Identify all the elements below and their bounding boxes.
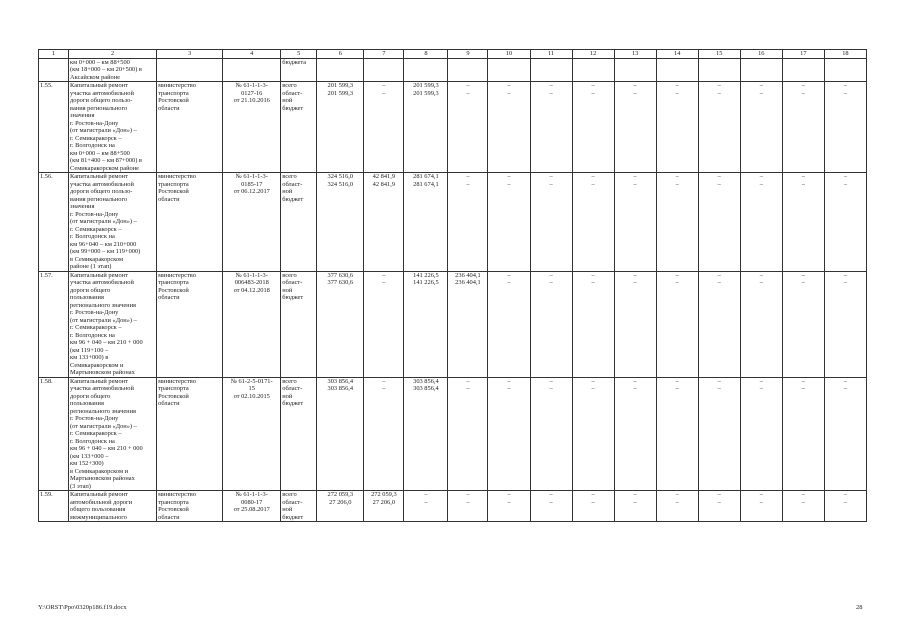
file-path: Y:\ORST\Ppo\0320p186.f19.docx (38, 604, 127, 611)
amount-col18: – – (824, 377, 866, 491)
expertise-conclusion: № 61-2-5-0171- 15 от 02.10.2015 (223, 377, 281, 491)
column-number-row (39, 50, 867, 59)
amount-col15: – – (698, 82, 740, 173)
amount-col9: – – (448, 491, 488, 522)
col-header: 18 (824, 50, 866, 59)
amount-col14: – – (656, 82, 698, 173)
amount-col18: – – (824, 82, 866, 173)
amount-col18: – – (824, 173, 866, 272)
amount-col18: – – (824, 271, 866, 377)
col-header: 3 (157, 50, 223, 59)
col-header: 8 (404, 50, 448, 59)
amount-col10: – – (488, 82, 530, 173)
amount-col12: – – (572, 82, 614, 173)
object-name: км 0+000 – км 88+500 (км 18+000 – км 20+500) в Аксайском районе (69, 58, 157, 82)
amount-col7: – – (364, 377, 404, 491)
amount-col15: – – (698, 173, 740, 272)
funding-source: бюджета (281, 58, 317, 82)
amount-col8: 141 226,5 141 226,5 (404, 271, 448, 377)
amount-col12: – – (572, 271, 614, 377)
amount-col15: – – (698, 271, 740, 377)
col-header: 12 (572, 50, 614, 59)
row-number: 1.58. (39, 377, 69, 491)
amount-col11: – – (530, 377, 572, 491)
expertise-conclusion: № 61-1-1-3- 006483-2018 от 04.12.2018 (223, 271, 281, 377)
object-name: Капитальный ремонт участка автомобильной дороги общего пользования регионального значения г. Ростов-на-Дону (от магистрали «Дон») – г. Семикаракорск – г. Волгодонск на км 96 + 040 – км 210 + 000 (км 119+100 – км 133+000) в Семикаракорском и Мартыновском районах (69, 271, 157, 377)
amount-col9: – – (448, 82, 488, 173)
col-header: 6 (317, 50, 364, 59)
col-header: 17 (782, 50, 824, 59)
amount-col14: – – (656, 173, 698, 272)
row-number: 1.57. (39, 271, 69, 377)
col-header: 7 (364, 50, 404, 59)
amount-col13: – – (614, 491, 656, 522)
amount-col16: – – (740, 271, 782, 377)
funding-source: всего област- ной бюджет (281, 82, 317, 173)
customer: министерство транспорта Ростовской области (157, 82, 223, 173)
customer: министерство транспорта Ростовской области (157, 491, 223, 522)
amount-col16: – – (740, 491, 782, 522)
amount-col17: – – (782, 82, 824, 173)
col-header: 4 (223, 50, 281, 59)
table-row (39, 173, 867, 272)
col-header: 5 (281, 50, 317, 59)
table-row (39, 271, 867, 377)
col-header: 16 (740, 50, 782, 59)
amount-col14: – – (656, 491, 698, 522)
row-number: 1.55. (39, 82, 69, 173)
amount-col14: – – (656, 271, 698, 377)
col-header: 9 (448, 50, 488, 59)
col-header: 14 (656, 50, 698, 59)
amount-col12: – – (572, 377, 614, 491)
amount-col17: – – (782, 377, 824, 491)
page-number: 28 (856, 604, 863, 611)
col-header: 15 (698, 50, 740, 59)
expertise-conclusion: № 61-1-1-3- 0185-17 от 06.12.2017 (223, 173, 281, 272)
expertise-conclusion: № 61-1-1-3- 0080-17 от 25.08.2017 (223, 491, 281, 522)
amount-col10: – – (488, 377, 530, 491)
amount-col16: – – (740, 173, 782, 272)
amount-col7: 42 841,9 42 841,9 (364, 173, 404, 272)
amount-total: 272 059,3 27 206,0 (317, 491, 364, 522)
table-row (39, 82, 867, 173)
row-number: 1.56. (39, 173, 69, 272)
amount-col13: – – (614, 173, 656, 272)
amount-col8: – – (404, 491, 448, 522)
col-header: 10 (488, 50, 530, 59)
amount-col11: – – (530, 271, 572, 377)
amount-total: 201 599,3 201 599,3 (317, 82, 364, 173)
object-name: Капитальный ремонт участка автомобильной дороги общего пользования регионального значения г. Ростов-на-Дону (от магистрали «Дон») – г. Семикаракорск – г. Волгодонск на км 96 + 040 – км 210 + 000 (км 133+000 – км 152+300) в Семикаракорском и Мартыновском районах (3 этап) (69, 377, 157, 491)
funding-source: всего област- ной бюджет (281, 491, 317, 522)
amount-col15: – – (698, 491, 740, 522)
amount-col17: – – (782, 491, 824, 522)
funding-source: всего област- ной бюджет (281, 173, 317, 272)
amount-col12: – – (572, 491, 614, 522)
amount-col16: – – (740, 377, 782, 491)
row-number: 1.59. (39, 491, 69, 522)
col-header: 13 (614, 50, 656, 59)
amount-total: 303 856,4 303 856,4 (317, 377, 364, 491)
amount-col9: 236 404,1 236 404,1 (448, 271, 488, 377)
amount-col15: – – (698, 377, 740, 491)
amount-col17: – – (782, 173, 824, 272)
amount-col11: – – (530, 491, 572, 522)
col-header: 1 (39, 50, 69, 59)
amount-col8: 201 599,3 201 599,3 (404, 82, 448, 173)
object-name: Капитальный ремонт автомобильной дороги общего пользования межмуниципального (69, 491, 157, 522)
amount-col17: – – (782, 271, 824, 377)
table-row (39, 491, 867, 522)
amount-col11: – – (530, 173, 572, 272)
amount-col13: – – (614, 377, 656, 491)
amount-col9: – – (448, 377, 488, 491)
amount-col7: – – (364, 82, 404, 173)
customer: министерство транспорта Ростовской области (157, 377, 223, 491)
amount-col10: – – (488, 173, 530, 272)
col-header: 2 (69, 50, 157, 59)
table-row (39, 377, 867, 491)
amount-col9: – – (448, 173, 488, 272)
object-name: Капитальный ремонт участка автомобильной дороги общего пользо- вания регионального значения г. Ростов-на-Дону (от магистрали «Дон») – г. Семикаракорск – г. Волгодонск на км 96+040 – км 210+000 (км 99+000 – км 119+000) в Семикаракорском районе (1 этап) (69, 173, 157, 272)
amount-col11: – – (530, 82, 572, 173)
amount-col10: – – (488, 271, 530, 377)
col-header: 11 (530, 50, 572, 59)
customer: министерство транспорта Ростовской области (157, 271, 223, 377)
amount-col18: – – (824, 491, 866, 522)
object-name: Капитальный ремонт участка автомобильной дороги общего пользо- вания регионального значения г. Ростов-на-Дону (от магистрали «Дон») – г. Семикаракорск – г. Волгодонск на км 0+000 – км 88+500 (км 81+400 – км 87+000) в Семикаракорском районе (69, 82, 157, 173)
expertise-conclusion: № 61-1-1-3- 0127-16 от 21.10.2016 (223, 82, 281, 173)
amount-col7: – – (364, 271, 404, 377)
amount-col8: 281 674,1 281 674,1 (404, 173, 448, 272)
amount-col16: – – (740, 82, 782, 173)
amount-total: 377 630,6 377 630,6 (317, 271, 364, 377)
amount-total: 324 516,0 324 516,0 (317, 173, 364, 272)
amount-col13: – – (614, 82, 656, 173)
amount-col12: – – (572, 173, 614, 272)
amount-col8: 303 856,4 303 856,4 (404, 377, 448, 491)
amount-col10: – – (488, 491, 530, 522)
amount-col7: 272 059,3 27 206,0 (364, 491, 404, 522)
amount-col13: – – (614, 271, 656, 377)
amount-col14: – – (656, 377, 698, 491)
funding-source: всего област- ной бюджет (281, 271, 317, 377)
budget-table (38, 49, 867, 522)
continuation-row (39, 58, 867, 82)
customer: министерство транспорта Ростовской области (157, 173, 223, 272)
funding-source: всего област- ной бюджет (281, 377, 317, 491)
